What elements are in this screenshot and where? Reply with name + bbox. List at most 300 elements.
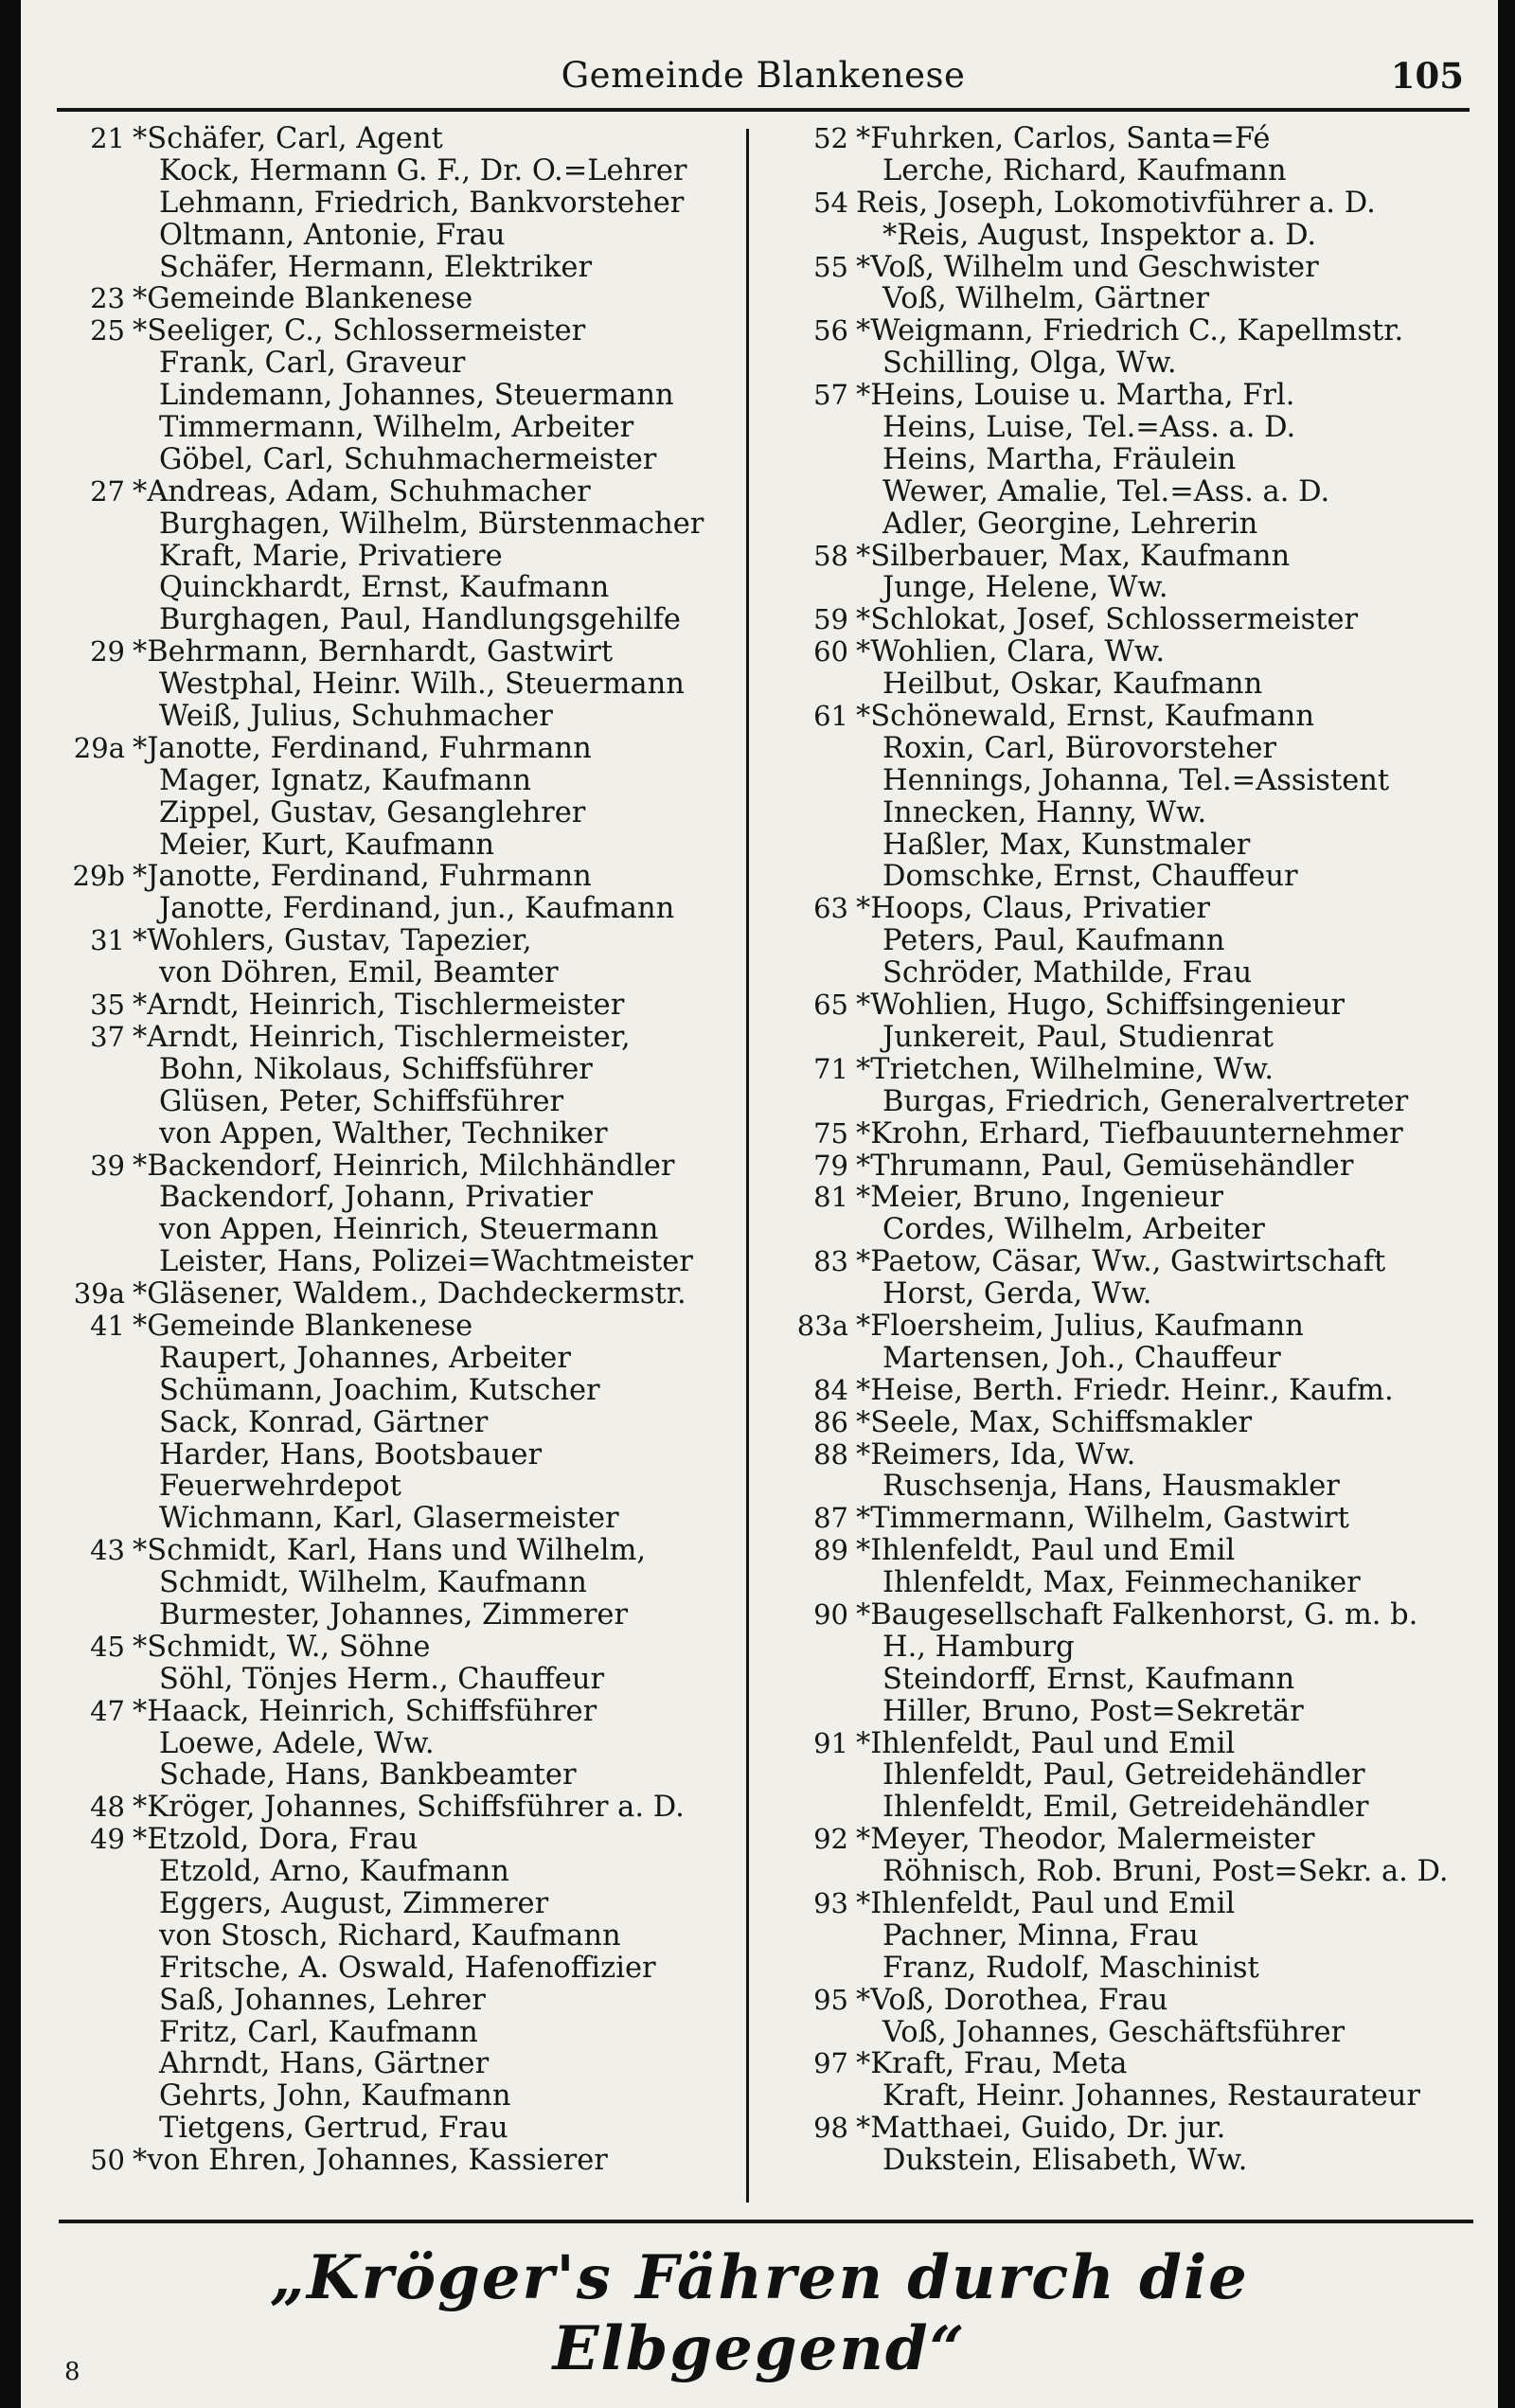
directory-entry (64, 412, 746, 444)
directory-entry (64, 476, 746, 508)
resident-name: *Paetow, Cäsar, Ww., Gastwirtschaft (856, 1246, 1386, 1279)
house-number: 86 (813, 1406, 848, 1438)
directory-entry (788, 1471, 1470, 1503)
directory-entry (64, 348, 746, 380)
directory-entry (64, 1182, 746, 1214)
resident-name: *Floersheim, Julius, Kaufmann (856, 1310, 1304, 1343)
resident-name: Voß, Wilhelm, Gärtner (882, 283, 1210, 316)
resident-name: Heins, Luise, Tel.=Ass. a. D. (882, 412, 1296, 444)
resident-name: *Backendorf, Heinrich, Milchhändler (133, 1150, 675, 1183)
directory-entry (64, 220, 746, 252)
house-number: 79 (813, 1150, 848, 1182)
directory-entry (788, 2113, 1470, 2145)
directory-entry (788, 572, 1470, 604)
directory-entry (788, 1278, 1470, 1311)
directory-entry (788, 1664, 1470, 1696)
right-column (788, 123, 1470, 2177)
directory-entry (788, 252, 1470, 284)
resident-name: *Schmidt, W., Söhne (133, 1631, 431, 1664)
directory-entry (64, 1343, 746, 1375)
directory-entry (64, 1664, 746, 1696)
resident-name: Lehmann, Friedrich, Bankvorsteher (159, 187, 685, 220)
resident-name: *Meyer, Theodor, Malermeister (856, 1824, 1315, 1857)
directory-entry (788, 636, 1470, 669)
house-number: 84 (813, 1374, 848, 1406)
directory-entry (64, 1503, 746, 1535)
resident-name: Pachner, Minna, Frau (882, 1919, 1199, 1953)
house-number: 39a (73, 1278, 125, 1311)
resident-name: Frank, Carl, Graveur (159, 348, 466, 381)
house-number: 21 (90, 123, 125, 154)
directory-entry (788, 2048, 1470, 2080)
resident-name: Backendorf, Johann, Privatier (159, 1182, 593, 1215)
directory-entry (788, 604, 1470, 636)
directory-entry (64, 1696, 746, 1728)
directory-entry (64, 123, 746, 155)
directory-entry (64, 2080, 746, 2113)
resident-name: von Appen, Walther, Techniker (159, 1117, 608, 1150)
directory-entry (64, 2113, 746, 2145)
resident-name: Junge, Helene, Ww. (882, 572, 1168, 605)
directory-entry (64, 1375, 746, 1407)
resident-name: *Schäfer, Carl, Agent (133, 123, 443, 155)
directory-entry (788, 1632, 1470, 1664)
resident-name: Schmidt, Wilhelm, Kaufmann (159, 1567, 587, 1599)
house-number: 43 (90, 1535, 125, 1567)
directory-entry (788, 1150, 1470, 1183)
directory-entry (788, 1567, 1470, 1599)
resident-name: *Arndt, Heinrich, Tischlermeister (133, 990, 625, 1022)
directory-entry (64, 1150, 746, 1183)
house-number: 60 (813, 636, 848, 669)
resident-name: *Trietchen, Wilhelmine, Ww. (856, 1053, 1274, 1086)
resident-name: Loewe, Adele, Ww. (159, 1727, 435, 1760)
resident-name: Eggers, August, Zimmerer (159, 1887, 549, 1920)
resident-name: Feuerwehrdepot (159, 1471, 401, 1504)
house-number: 31 (90, 925, 125, 957)
directory-entry (64, 829, 746, 862)
directory-entry (64, 1567, 746, 1599)
directory-entry (64, 1311, 746, 1343)
directory-entry (788, 1728, 1470, 1760)
directory-entry (64, 252, 746, 284)
resident-name: Fritsche, A. Oswald, Hafenoffizier (159, 1952, 656, 1985)
resident-name: Fritz, Carl, Kaufmann (159, 2016, 478, 2049)
resident-name: von Appen, Heinrich, Steuermann (159, 1214, 659, 1247)
directory-entry (788, 2145, 1470, 2177)
resident-name: *Kröger, Johannes, Schiffsführer a. D. (133, 1792, 685, 1825)
directory-entry (788, 1856, 1470, 1888)
advertisement-slogan: „Kröger's Fähren durch die Elbgegend“ (270, 2242, 1249, 2384)
resident-name: von Stosch, Richard, Kaufmann (159, 1919, 621, 1953)
resident-name: Quinckhardt, Ernst, Kaufmann (159, 572, 610, 605)
directory-entry (788, 990, 1470, 1022)
house-number: 35 (90, 990, 125, 1022)
resident-name: *Andreas, Adam, Schuhmacher (133, 475, 591, 508)
house-number: 91 (813, 1727, 848, 1759)
house-number: 29b (72, 861, 125, 893)
directory-entry (64, 1439, 746, 1472)
house-number: 92 (813, 1824, 848, 1856)
directory-entry (64, 2145, 746, 2177)
resident-name: Bohn, Nikolaus, Schiffsführer (159, 1053, 593, 1086)
directory-entry (788, 123, 1470, 155)
directory-entry (64, 861, 746, 893)
resident-name: *Voß, Wilhelm und Geschwister (856, 251, 1319, 284)
resident-name: *Gemeinde Blankenese (133, 283, 473, 316)
directory-entry (64, 508, 746, 541)
directory-entry (788, 765, 1470, 797)
directory-entry (64, 541, 746, 573)
resident-name: Steindorff, Ernst, Kaufmann (882, 1663, 1295, 1696)
house-number: 41 (90, 1310, 125, 1342)
resident-name: Etzold, Arno, Kaufmann (159, 1856, 509, 1888)
directory-entry (788, 893, 1470, 925)
resident-name: Schümann, Joachim, Kutscher (159, 1374, 600, 1407)
resident-name: *Silberbauer, Max, Kaufmann (856, 540, 1291, 573)
directory-entry (64, 1985, 746, 2017)
directory-entry (64, 315, 746, 348)
resident-name: Harder, Hans, Bootsbauer (159, 1438, 543, 1472)
directory-entry (788, 1214, 1470, 1246)
directory-entry (788, 733, 1470, 765)
directory-entry (64, 765, 746, 797)
directory-entry (788, 1599, 1470, 1632)
resident-name: Burghagen, Wilhelm, Bürstenmacher (159, 508, 704, 541)
house-number: 45 (90, 1631, 125, 1663)
house-number: 54 (813, 187, 848, 219)
directory-entry (64, 572, 746, 604)
resident-name: Junkereit, Paul, Studienrat (882, 1021, 1274, 1054)
directory-entry (64, 604, 746, 636)
directory-entry (64, 990, 746, 1022)
resident-name: Voß, Johannes, Geschäftsführer (882, 2016, 1346, 2049)
house-number: 50 (90, 2145, 125, 2177)
resident-name: *Heins, Louise u. Martha, Frl. (856, 380, 1295, 413)
directory-entry (788, 380, 1470, 412)
resident-name: Innecken, Hanny, Ww. (882, 796, 1207, 829)
resident-name: Westphal, Heinr. Wilh., Steuermann (159, 669, 685, 702)
resident-name: Leister, Hans, Polizei=Wachtmeister (159, 1246, 693, 1279)
resident-name: Mager, Ignatz, Kaufmann (159, 764, 532, 797)
house-number: 71 (813, 1053, 848, 1085)
resident-name: *Matthaei, Guido, Dr. jur. (856, 2113, 1226, 2146)
resident-name: Schröder, Mathilde, Frau (882, 957, 1253, 990)
directory-page (21, 0, 1498, 2408)
directory-entry (788, 861, 1470, 893)
directory-entry (64, 1246, 746, 1278)
house-number: 95 (813, 1984, 848, 2016)
page-title: Gemeinde Blankenese (561, 55, 966, 96)
page-header (57, 49, 1470, 112)
resident-name: Glüsen, Peter, Schiffsführer (159, 1085, 564, 1118)
resident-name: Ihlenfeldt, Max, Feinmechaniker (882, 1567, 1361, 1599)
house-number: 87 (813, 1503, 848, 1535)
house-number: 75 (813, 1117, 848, 1150)
house-number: 88 (813, 1438, 848, 1471)
house-number: 97 (813, 2048, 848, 2080)
directory-entry (788, 925, 1470, 957)
directory-entry (64, 1535, 746, 1567)
resident-name: *Ihlenfeldt, Paul und Emil (856, 1727, 1236, 1760)
house-number: 29a (73, 732, 125, 764)
resident-name: Schilling, Olga, Ww. (882, 348, 1177, 381)
resident-name: Franz, Rudolf, Maschinist (882, 1952, 1259, 1985)
resident-name: Schäfer, Hermann, Elektriker (159, 251, 593, 284)
house-number: 48 (90, 1792, 125, 1824)
resident-name: Gehrts, John, Kaufmann (159, 2080, 511, 2114)
resident-name: *Ihlenfeldt, Paul und Emil (856, 1535, 1236, 1568)
resident-name: *Reis, August, Inspektor a. D. (882, 219, 1317, 252)
directory-entry (788, 1311, 1470, 1343)
resident-name: Burghagen, Paul, Handlungsgehilfe (159, 604, 681, 637)
directory-entry (788, 1985, 1470, 2017)
resident-name: Kraft, Marie, Privatiere (159, 540, 503, 573)
resident-name: *Meier, Bruno, Ingenieur (856, 1182, 1223, 1215)
resident-name: Adler, Georgine, Lehrerin (882, 508, 1258, 541)
directory-entry (788, 669, 1470, 701)
resident-name: *Janotte, Ferdinand, Fuhrmann (133, 732, 592, 765)
directory-entry (64, 1953, 746, 1985)
page-number: 105 (1390, 55, 1464, 97)
directory-entry (788, 1824, 1470, 1856)
resident-name: Heins, Martha, Fräulein (882, 443, 1237, 476)
directory-entry (788, 1759, 1470, 1792)
resident-name: Wewer, Amalie, Tel.=Ass. a. D. (882, 475, 1330, 508)
directory-entry (64, 1632, 746, 1664)
directory-entry (788, 1022, 1470, 1054)
resident-name: Schade, Hans, Bankbeamter (159, 1759, 577, 1793)
resident-name: Janotte, Ferdinand, jun., Kaufmann (159, 893, 675, 926)
resident-name: *Gemeinde Blankenese (133, 1310, 473, 1343)
house-number: 37 (90, 1021, 125, 1053)
directory-entry (64, 1086, 746, 1118)
resident-name: Sack, Konrad, Gärtner (159, 1406, 489, 1439)
house-number: 57 (813, 380, 848, 412)
directory-entry (788, 2017, 1470, 2049)
directory-entry (64, 701, 746, 733)
resident-name: Dukstein, Elisabeth, Ww. (882, 2145, 1248, 2177)
directory-entry (788, 1920, 1470, 1953)
resident-name: Haßler, Max, Kunstmaler (882, 829, 1251, 862)
directory-entry (788, 1696, 1470, 1728)
resident-name: Ihlenfeldt, Emil, Getreidehändler (882, 1792, 1369, 1825)
resident-name: Martensen, Joh., Chauffeur (882, 1342, 1281, 1375)
resident-name: *Kraft, Frau, Meta (856, 2048, 1128, 2081)
resident-name: Peters, Paul, Kaufmann (882, 925, 1225, 958)
resident-name: *Krohn, Erhard, Tiefbauunternehmer (856, 1117, 1403, 1150)
house-number: 83 (813, 1246, 848, 1278)
directory-entry (64, 733, 746, 765)
resident-name: *Timmermann, Wilhelm, Gastwirt (856, 1503, 1349, 1536)
resident-name: Domschke, Ernst, Chauffeur (882, 861, 1298, 894)
resident-name: *Etzold, Dora, Frau (133, 1824, 419, 1857)
resident-name: von Döhren, Emil, Beamter (159, 957, 559, 990)
resident-name: Ahrndt, Hans, Gärtner (159, 2048, 490, 2081)
resident-name: Raupert, Johannes, Arbeiter (159, 1342, 571, 1375)
directory-entry (788, 187, 1470, 220)
resident-name: *Reimers, Ida, Ww. (856, 1438, 1136, 1472)
directory-entry (64, 1118, 746, 1150)
resident-name: Zippel, Gustav, Gesanglehrer (159, 796, 586, 829)
directory-entry (788, 155, 1470, 187)
house-number: 98 (813, 2113, 848, 2145)
resident-name: Timmermann, Wilhelm, Arbeiter (159, 412, 634, 444)
house-number: 29 (90, 636, 125, 669)
directory-entry (788, 957, 1470, 990)
directory-entry (788, 829, 1470, 862)
directory-entry (788, 541, 1470, 573)
directory-entry (788, 1375, 1470, 1407)
directory-entry (64, 957, 746, 990)
directory-entry (788, 1503, 1470, 1535)
directory-entry (64, 1278, 746, 1311)
directory-entry (64, 925, 746, 957)
house-number: 61 (813, 701, 848, 733)
directory-entry (788, 1118, 1470, 1150)
resident-name: Cordes, Wilhelm, Arbeiter (882, 1214, 1265, 1247)
house-number: 23 (90, 283, 125, 315)
directory-entry (788, 1054, 1470, 1086)
directory-entry (788, 476, 1470, 508)
directory-entry (64, 380, 746, 412)
resident-name: *Haack, Heinrich, Schiffsführer (133, 1695, 597, 1728)
directory-entry (64, 797, 746, 829)
directory-entry (788, 1888, 1470, 1920)
resident-name: *Hoops, Claus, Privatier (856, 893, 1211, 926)
resident-name: Ihlenfeldt, Paul, Getreidehändler (882, 1759, 1365, 1793)
directory-entry (64, 669, 746, 701)
house-number: 93 (813, 1887, 848, 1919)
directory-entry (788, 2080, 1470, 2113)
directory-entry (788, 315, 1470, 348)
directory-entry (64, 1824, 746, 1856)
resident-name: *Wohlien, Clara, Ww. (856, 636, 1166, 669)
directory-entry (788, 1792, 1470, 1824)
directory-entry (788, 797, 1470, 829)
bottom-rule (59, 2220, 1473, 2223)
house-number: 90 (813, 1598, 848, 1631)
directory-entry (788, 348, 1470, 380)
resident-name: Meier, Kurt, Kaufmann (159, 829, 494, 862)
resident-name: *Wohlers, Gustav, Tapezier, (133, 925, 532, 958)
resident-name: *Seele, Max, Schiffsmakler (856, 1406, 1253, 1439)
resident-name: Ruschsenja, Hans, Hausmakler (882, 1471, 1340, 1504)
resident-name: *Fuhrken, Carlos, Santa=Fé (856, 123, 1271, 155)
directory-entry (64, 2017, 746, 2049)
house-number: 89 (813, 1535, 848, 1567)
resident-name: Lerche, Richard, Kaufmann (882, 154, 1287, 187)
house-number: 58 (813, 540, 848, 572)
house-number: 83a (796, 1310, 848, 1342)
resident-name: Kock, Hermann G. F., Dr. O.=Lehrer (159, 154, 687, 187)
house-number: 49 (90, 1824, 125, 1856)
directory-entry (788, 444, 1470, 476)
directory-entry (64, 1728, 746, 1760)
house-number: 55 (813, 251, 848, 283)
resident-name: Oltmann, Antonie, Frau (159, 219, 506, 252)
directory-entry (788, 1439, 1470, 1472)
resident-name: *Heise, Berth. Friedr. Heinr., Kaufm. (856, 1374, 1394, 1407)
directory-entry (64, 444, 746, 476)
directory-entry (788, 1953, 1470, 1985)
directory-entry (64, 155, 746, 187)
directory-entry (788, 508, 1470, 541)
directory-entry (788, 1182, 1470, 1214)
directory-entry (64, 1888, 746, 1920)
directory-entry (64, 1792, 746, 1824)
house-number: 52 (813, 123, 848, 154)
resident-name: *Gläsener, Waldem., Dachdeckermstr. (133, 1278, 686, 1311)
resident-name: *Wohlien, Hugo, Schiffsingenieur (856, 990, 1345, 1022)
resident-name: *Behrmann, Bernhardt, Gastwirt (133, 636, 614, 669)
resident-name: Röhnisch, Rob. Bruni, Post=Sekr. a. D. (882, 1856, 1449, 1888)
resident-name: *Ihlenfeldt, Paul und Emil (856, 1887, 1236, 1920)
directory-entry (64, 1471, 746, 1503)
resident-name: Kraft, Heinr. Johannes, Restaurateur (882, 2080, 1420, 2114)
directory-entry (788, 412, 1470, 444)
directory-entry (788, 1535, 1470, 1567)
resident-name: Heilbut, Oskar, Kaufmann (882, 669, 1263, 702)
house-number: 59 (813, 604, 848, 636)
directory-entry (64, 2048, 746, 2080)
directory-entry (788, 1086, 1470, 1118)
resident-name: *Seeliger, C., Schlossermeister (133, 315, 586, 348)
directory-entry (64, 1214, 746, 1246)
directory-entry (64, 1856, 746, 1888)
resident-name: *Voß, Dorothea, Frau (856, 1984, 1168, 2017)
resident-name: *Arndt, Heinrich, Tischlermeister, (133, 1021, 631, 1054)
directory-entry (788, 283, 1470, 315)
directory-entry (64, 283, 746, 315)
house-number: 63 (813, 893, 848, 925)
directory-entry (64, 1920, 746, 1953)
directory-entry (788, 1343, 1470, 1375)
house-number: 81 (813, 1182, 848, 1214)
directory-entry (788, 1246, 1470, 1278)
directory-entry (788, 701, 1470, 733)
directory-entry (64, 1599, 746, 1632)
resident-name: Burmester, Johannes, Zimmerer (159, 1598, 629, 1632)
house-number: 56 (813, 315, 848, 348)
directory-entry (788, 220, 1470, 252)
resident-name: Horst, Gerda, Ww. (882, 1278, 1152, 1311)
resident-name: Burgas, Friedrich, Generalvertreter (882, 1085, 1409, 1118)
resident-name: Hennings, Johanna, Tel.=Assistent (882, 764, 1390, 797)
house-number: 39 (90, 1150, 125, 1182)
resident-name: Reis, Joseph, Lokomotivführer a. D. (856, 187, 1376, 220)
resident-name: Roxin, Carl, Bürovorsteher (882, 732, 1276, 765)
house-number: 65 (813, 990, 848, 1022)
resident-name: Wichmann, Karl, Glasermeister (159, 1503, 619, 1536)
resident-name: *Schönewald, Ernst, Kaufmann (856, 701, 1314, 733)
resident-name: *Schmidt, Karl, Hans und Wilhelm, (133, 1535, 647, 1568)
resident-name: *Weigmann, Friedrich C., Kapellmstr. (856, 315, 1404, 348)
resident-name: *von Ehren, Johannes, Kassierer (133, 2145, 608, 2177)
resident-name: *Baugesellschaft Falkenhorst, G. m. b. (856, 1598, 1418, 1632)
directory-entry (64, 636, 746, 669)
resident-name: *Schlokat, Josef, Schlossermeister (856, 604, 1359, 637)
directory-entry (788, 1407, 1470, 1439)
resident-name: *Janotte, Ferdinand, Fuhrmann (133, 861, 592, 894)
directory-entry (64, 1759, 746, 1792)
house-number: 27 (90, 475, 125, 508)
column-divider (746, 129, 749, 2203)
directory-entry (64, 1407, 746, 1439)
directory-entry (64, 893, 746, 925)
resident-name: Hiller, Bruno, Post=Sekretär (882, 1695, 1304, 1728)
directory-entry (64, 1054, 746, 1086)
